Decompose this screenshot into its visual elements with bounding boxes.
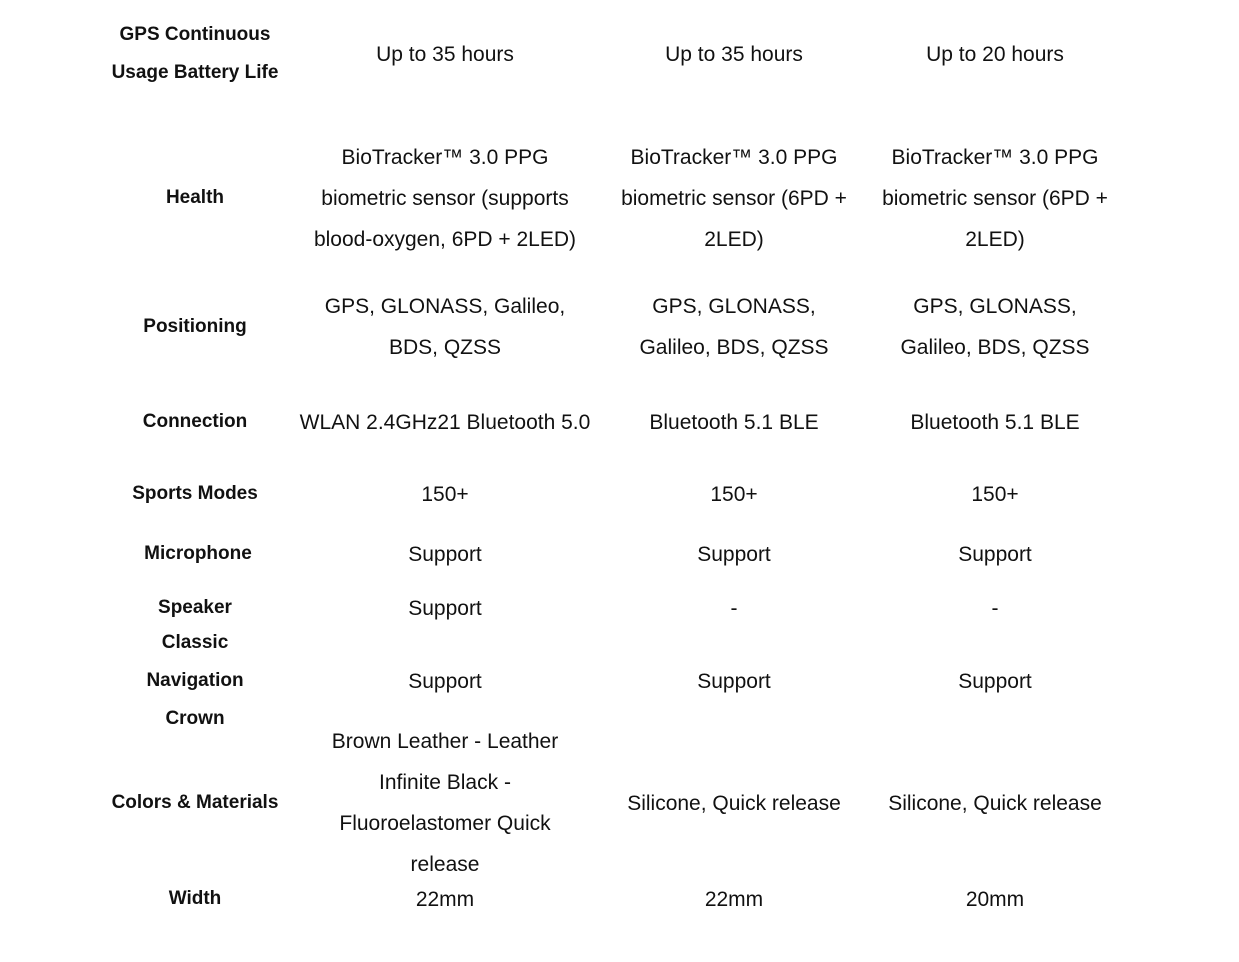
row-health	[0, 136, 1239, 260]
row-width	[0, 878, 1239, 920]
cell-model-3: 20mm	[965, 887, 1025, 911]
row-label: Classic Navigation Crown	[146, 632, 244, 729]
row-sports-modes	[0, 473, 1239, 515]
row-connection	[0, 401, 1239, 443]
cell-model-1: Support	[408, 596, 482, 620]
cell-model-3: Up to 20 hours	[926, 42, 1064, 66]
cell-model-2: 22mm	[704, 887, 764, 911]
row-navigation-crown	[0, 632, 1239, 729]
cell-model-1: Support	[408, 669, 482, 693]
row-microphone	[0, 533, 1239, 575]
cell-model-1: WLAN 2.4GHz21 Bluetooth 5.0	[299, 410, 591, 434]
row-label: Sports Modes	[132, 483, 258, 504]
row-label: Connection	[142, 411, 248, 432]
cell-model-1: Support	[408, 542, 482, 566]
cell-model-2: 150+	[710, 482, 758, 506]
cell-model-2: Bluetooth 5.1 BLE	[649, 410, 819, 434]
row-label: Speaker	[158, 597, 232, 618]
cell-model-1: Up to 35 hours	[376, 42, 514, 66]
cell-model-2: Support	[697, 669, 771, 693]
row-label: Microphone	[144, 543, 252, 564]
cell-model-2: -	[730, 596, 738, 620]
cell-model-3: -	[991, 596, 999, 620]
cell-model-1: Brown Leather - Leather Infinite Black - Fluoroelastomer Quick release	[331, 730, 559, 876]
cell-model-3: Support	[958, 669, 1032, 693]
cell-model-2: GPS, GLONASS, Galileo, BDS, QZSS	[639, 295, 829, 359]
cell-model-1: BioTracker™ 3.0 PPG biometric sensor (supports blood-oxygen, 6PD + 2LED)	[313, 145, 577, 251]
row-gps-battery	[0, 16, 1239, 92]
cell-model-3: Support	[958, 542, 1032, 566]
cell-model-2: Silicone, Quick release	[627, 791, 841, 815]
cell-model-1: 22mm	[415, 887, 475, 911]
row-label: GPS Continuous Usage Battery Life	[111, 24, 279, 83]
cell-model-2: Up to 35 hours	[665, 42, 803, 66]
cell-model-2: BioTracker™ 3.0 PPG biometric sensor (6PD + 2LED)	[621, 145, 847, 251]
row-label: Width	[168, 888, 222, 909]
cell-model-3: 150+	[971, 482, 1019, 506]
cell-model-3: Bluetooth 5.1 BLE	[910, 410, 1080, 434]
row-colors-materials	[0, 721, 1239, 885]
cell-model-3: BioTracker™ 3.0 PPG biometric sensor (6PD + 2LED)	[882, 145, 1108, 251]
cell-model-3: Silicone, Quick release	[888, 791, 1102, 815]
row-speaker	[0, 587, 1239, 629]
cell-model-3: GPS, GLONASS, Galileo, BDS, QZSS	[900, 295, 1090, 359]
row-label: Colors & Materials	[111, 792, 279, 813]
row-positioning	[0, 286, 1239, 368]
cell-model-2: Support	[697, 542, 771, 566]
cell-model-1: 150+	[421, 482, 469, 506]
row-label: Health	[165, 187, 225, 208]
cell-model-1: GPS, GLONASS, Galileo, BDS, QZSS	[324, 295, 566, 359]
row-label: Positioning	[143, 316, 247, 337]
